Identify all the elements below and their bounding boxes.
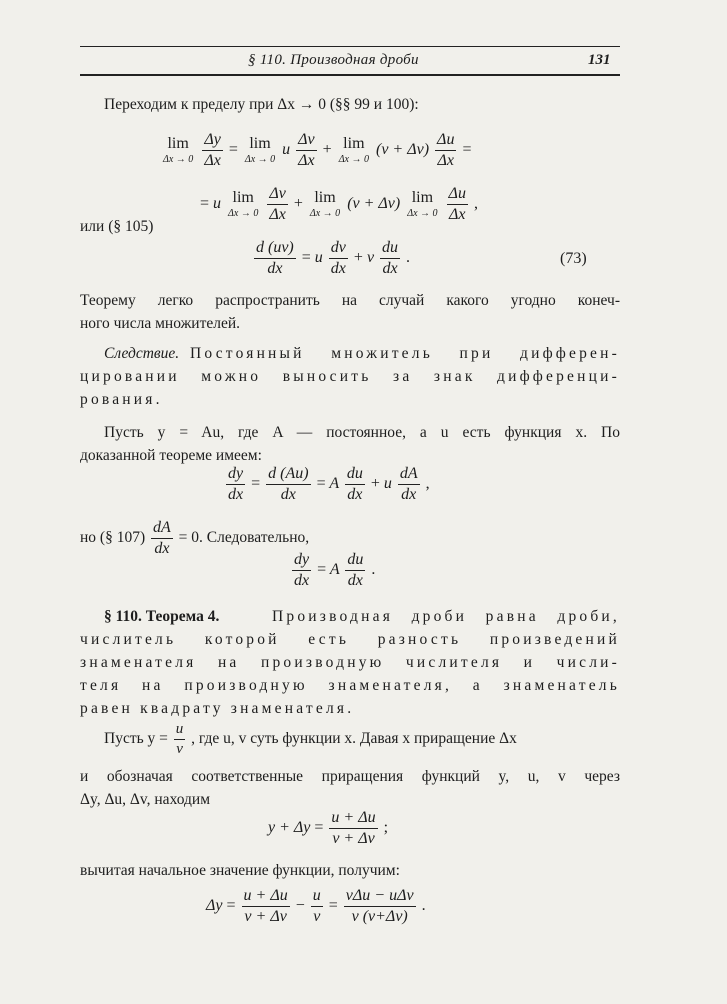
paragraph-constant-line2: доказанной теореме имеем: bbox=[80, 447, 262, 464]
paragraph-generalization-line1: Теорему легко распространить на случай какого угодно конеч- bbox=[80, 292, 620, 309]
corollary-label: Следствие. bbox=[104, 345, 180, 362]
paragraph-let-y-line1: Пусть y = $\frac{u}{v}$ , где u, v суть функции x. Давая x приращение Δx bbox=[104, 721, 517, 757]
theorem-line1: Производная дроби равна дроби, bbox=[272, 608, 620, 625]
theorem-line3: знаменателя на производную числителя и числи- bbox=[80, 654, 620, 671]
or-reference: или (§ 105) bbox=[80, 218, 154, 235]
equation-product-constant: $\frac{dy}{dx}$ = $\frac{d (Au)}{dx}$ = A $\frac{du}{dx}$ + u $\frac{dA}{dx}$ , bbox=[228, 465, 430, 503]
theorem-line2: числитель которой есть разность произведений bbox=[80, 631, 620, 648]
header-rule-bottom bbox=[80, 74, 620, 76]
page-number: 131 bbox=[588, 52, 611, 68]
equation-73: $\frac{d (uv)}{dx}$ = u $\frac{dv}{dx}$ + v $\frac{du}{dx}$ . bbox=[256, 239, 411, 277]
running-title: § 110. Производная дроби bbox=[248, 52, 419, 68]
theorem-line5: равен квадрату знаменателя. bbox=[80, 700, 355, 717]
header-rule-top bbox=[80, 46, 620, 47]
corollary-line3: рования. bbox=[80, 391, 163, 408]
paragraph-limit-intro: Переходим к пределу при Δx → 0 (§§ 99 и 100): bbox=[104, 96, 419, 113]
corollary-line2: цировании можно выносить за знак дифференци- bbox=[80, 368, 620, 385]
equation-delta-y: Δy = $\frac{u + \Delta u}{v + \Delta v}$ − $\frac{u}{v}$ = $\frac{\text{vΔu − uΔv}}{v (v+\Delta v)}$ . bbox=[206, 887, 426, 925]
theorem-line4: теля на производную знаменателя, а знаменатель bbox=[80, 677, 620, 694]
paragraph-constant-line1: Пусть y = Au, где A — постоянное, а u есть функция x. По bbox=[104, 424, 620, 441]
paragraph-let-y-line2: и обозначая соответственные приращения функций y, u, v через bbox=[80, 768, 620, 785]
theorem-label: § 110. Теорема 4. bbox=[104, 608, 220, 625]
equation-constant-factor: $\frac{dy}{dx}$ = A $\frac{du}{dx}$ . bbox=[294, 551, 376, 589]
paragraph-subtract: вычитая начальное значение функции, получим: bbox=[80, 862, 400, 879]
equation-limit-line1: lim Δx → 0 $\frac{\Delta y}{\Delta x}$ = lim Δx → 0 u $\frac{\Delta v}{\Delta x}$ + lim Δx → 0 (v + Δv) $\frac{\Delta u}{\Delta x}$ = bbox=[163, 131, 472, 169]
corollary-line1: Постоянный множитель при дифферен- bbox=[190, 345, 620, 362]
paragraph-generalization-line2: ного числа множителей. bbox=[80, 315, 241, 332]
equation-increment: y + Δy = $\frac{u + \Delta u}{v + \Delta v}$ ; bbox=[268, 809, 389, 847]
equation-number: (73) bbox=[560, 250, 587, 267]
paragraph-derivative-of-constant: но (§ 107) $\frac{dA}{dx}$ = 0. Следовательно, bbox=[80, 519, 310, 557]
equation-limit-line2: = u lim Δx → 0 $\frac{\Delta v}{\Delta x}$ + lim Δx → 0 (v + Δv) lim Δx → 0 $\frac{\Delta u}{\Delta x}$ , bbox=[200, 185, 478, 223]
paragraph-let-y-line3: Δy, Δu, Δv, находим bbox=[80, 791, 211, 808]
